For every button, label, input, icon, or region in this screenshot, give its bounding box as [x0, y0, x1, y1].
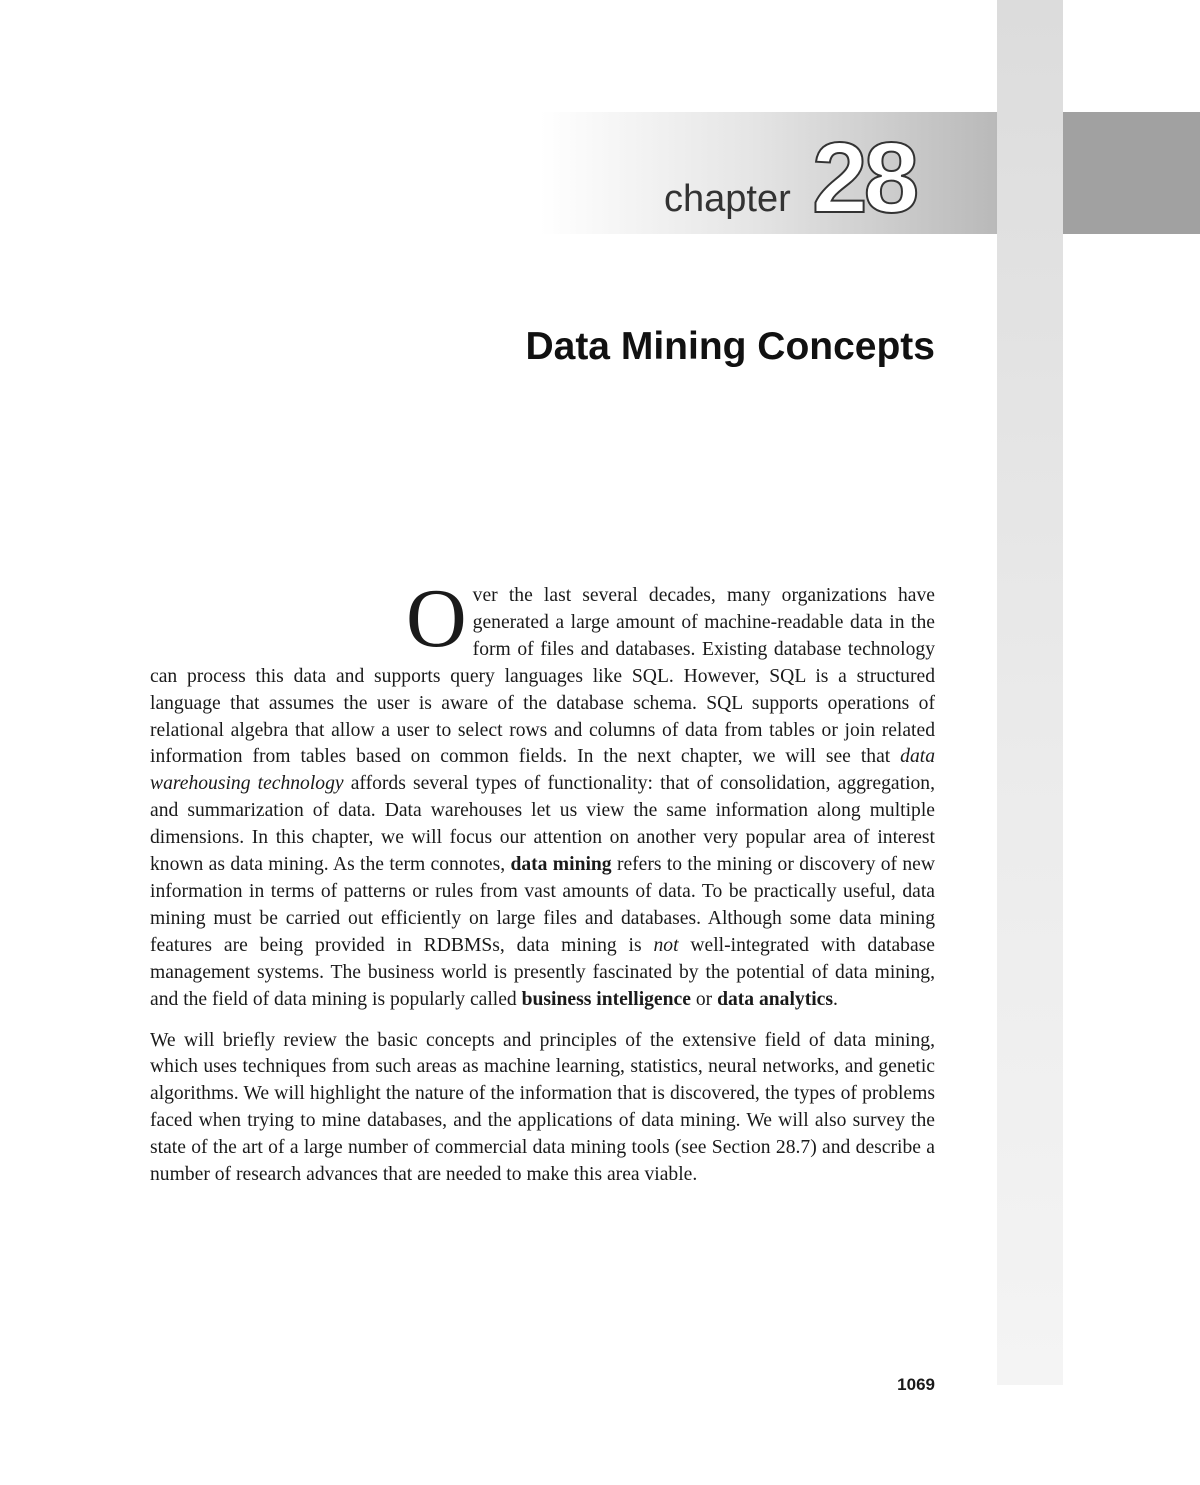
- paragraph-overview: We will briefly review the basic concepts and principles of the extensive field of data mining, which uses techniques from such areas as machine learning, statistics, neural networks, and genetic algorithms. We will highlight the nature of the information that is discovered, the types of problems faced when trying to mine databases, and the applications of data mining. We will also survey the state of the art of a large number of commercial data mining tools (see Section 28.7) and describe a number of research advances that are needed to make this area viable.: [150, 1029, 935, 1186]
- paragraph-intro: [150, 572, 936, 1014]
- chapter-band-tab: [1063, 112, 1200, 234]
- text-run: affords several types of functionality: that of consolidation, aggregation, and summarization of data. Data warehouses let us view the same information along multiple dimensions. In this chapter, we will focus our attention on another very popular area of interest known as data mining. As the term connotes,: [150, 773, 936, 876]
- emphasis-text: data warehousing technology: [150, 746, 935, 795]
- text-run: refers to the mining or discovery of new information in terms of patterns or rules from vast amounts of data. To be practically useful, data mining must be carried out efficiently on large files and databases. Although some data mining features are being provided in RDBMSs, data mining is: [150, 854, 936, 956]
- body-text: [150, 572, 936, 1189]
- drop-cap: O: [406, 572, 467, 665]
- bold-term: business intelligence: [521, 988, 691, 1010]
- chapter-number: 28: [812, 122, 916, 234]
- page-title: Data Mining Concepts: [525, 325, 935, 368]
- text-run: or: [690, 988, 718, 1010]
- bold-term: data analytics: [717, 988, 833, 1010]
- chapter-label: chapter: [664, 178, 791, 220]
- text-run: .: [833, 988, 838, 1010]
- emphasis-text: not: [653, 934, 679, 956]
- side-strip: [997, 0, 1063, 1385]
- text-run: well-integrated with database management systems. The business world is presently fascinated by the potential of data mining, and the field of data mining is popularly called: [150, 934, 935, 1010]
- bold-term: data mining: [510, 854, 612, 876]
- page-number: 1069: [897, 1375, 935, 1394]
- text-run: ver the last several decades, many organizations have generated a large amount of machine-readable data in the form of files and databases. Existing database technology can process this data and supports query languages like SQL. However, SQL is a structured language that assumes the user is aware of the database schema. SQL supports operations of relational algebra that allow a user to select rows and columns of data from tables or join related information from tables based on common fields. In the next chapter, we will see that: [150, 585, 935, 768]
